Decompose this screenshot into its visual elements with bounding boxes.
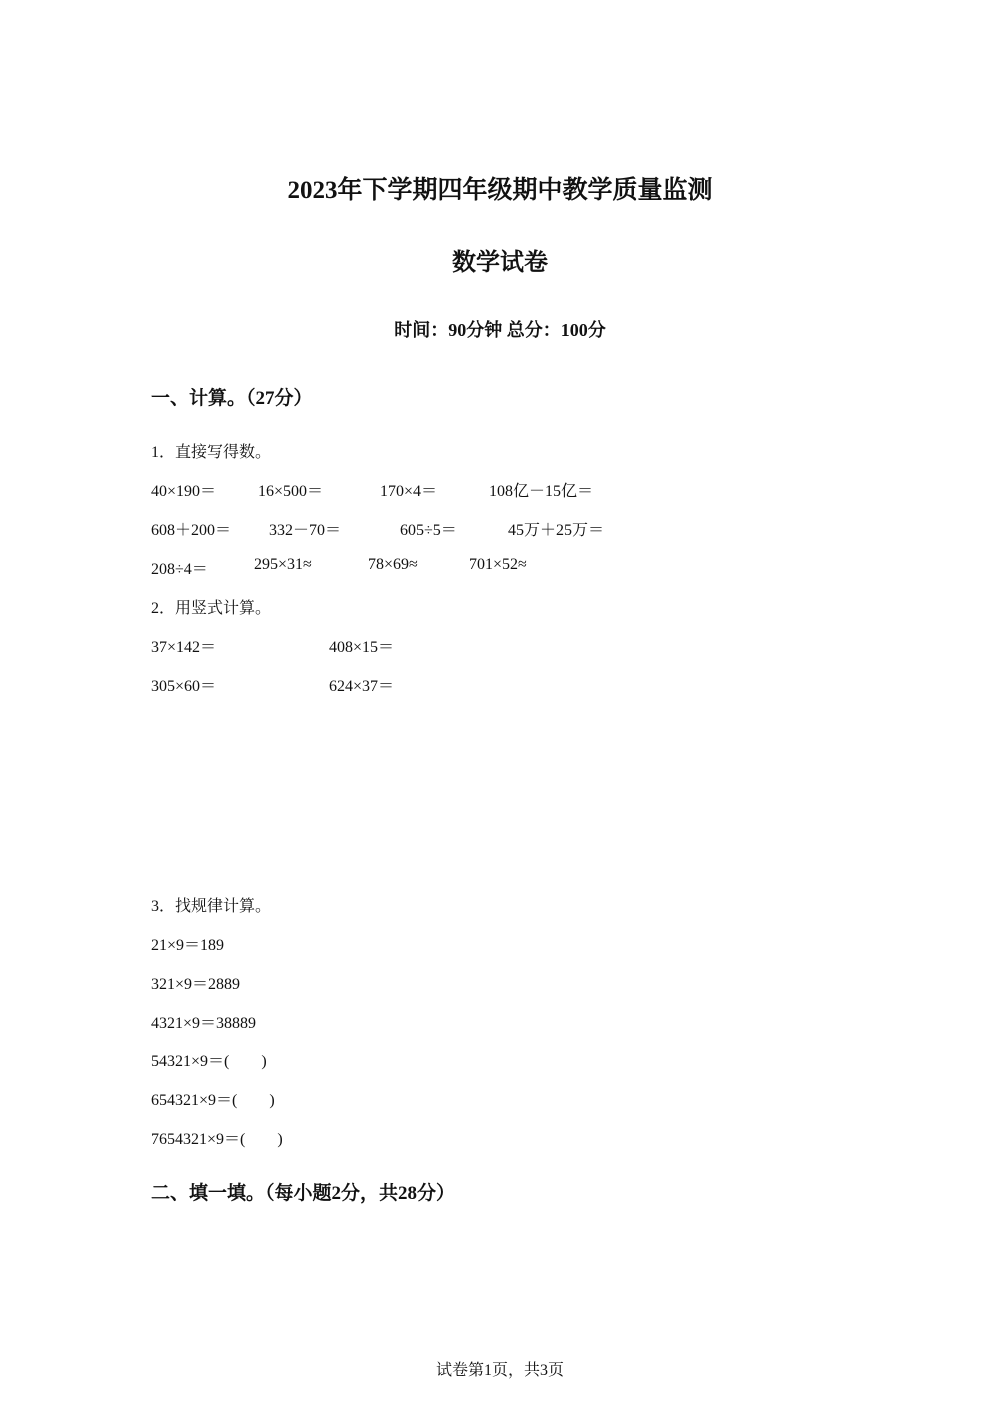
vertical-calc-item: 408×15＝ (329, 639, 395, 656)
section-1-heading: 一、计算。（27分） (151, 388, 313, 409)
pattern-line: 4321×9＝38889 (151, 1015, 257, 1032)
pattern-line: 321×9＝2889 (151, 976, 241, 993)
question-1-label: 1．直接写得数。 (151, 444, 272, 461)
pattern-blank-line: 54321×9＝( ) (151, 1053, 267, 1070)
calc-item: 608＋200＝ (151, 522, 232, 539)
calc-item: 701×52≈ (469, 556, 527, 573)
page-footer: 试卷第1页，共3页 (435, 1362, 564, 1379)
calc-item: 108亿－15亿＝ (489, 483, 594, 500)
question-3-label: 3．找规律计算。 (151, 898, 272, 915)
calc-item: 78×69≈ (368, 556, 418, 573)
question-2-label: 2．用竖式计算。 (151, 600, 272, 617)
pattern-blank-line: 654321×9＝( ) (151, 1092, 275, 1109)
calc-item: 170×4＝ (380, 483, 438, 500)
calc-item: 40×190＝ (151, 483, 217, 500)
vertical-calc-item: 624×37＝ (329, 678, 395, 695)
pattern-line: 21×9＝189 (151, 937, 225, 954)
calc-item: 45万＋25万＝ (508, 522, 605, 539)
calc-item: 295×31≈ (254, 556, 312, 573)
vertical-calc-item: 305×60＝ (151, 678, 217, 695)
exam-title: 2023年下学期四年级期中教学质量监测 (287, 177, 713, 204)
calc-item: 605÷5＝ (400, 522, 457, 539)
calc-item: 16×500＝ (258, 483, 324, 500)
calc-item: 208÷4＝ (151, 561, 208, 578)
exam-subtitle: 数学试卷 (452, 250, 548, 276)
section-2-heading: 二、填一填。（每小题2分，共28分） (151, 1183, 456, 1204)
calc-item: 332－70＝ (269, 522, 342, 539)
exam-time-info: 时间：90分钟 总分：100分 (394, 320, 606, 340)
pattern-blank-line: 7654321×9＝( ) (151, 1131, 283, 1148)
vertical-calc-item: 37×142＝ (151, 639, 217, 656)
